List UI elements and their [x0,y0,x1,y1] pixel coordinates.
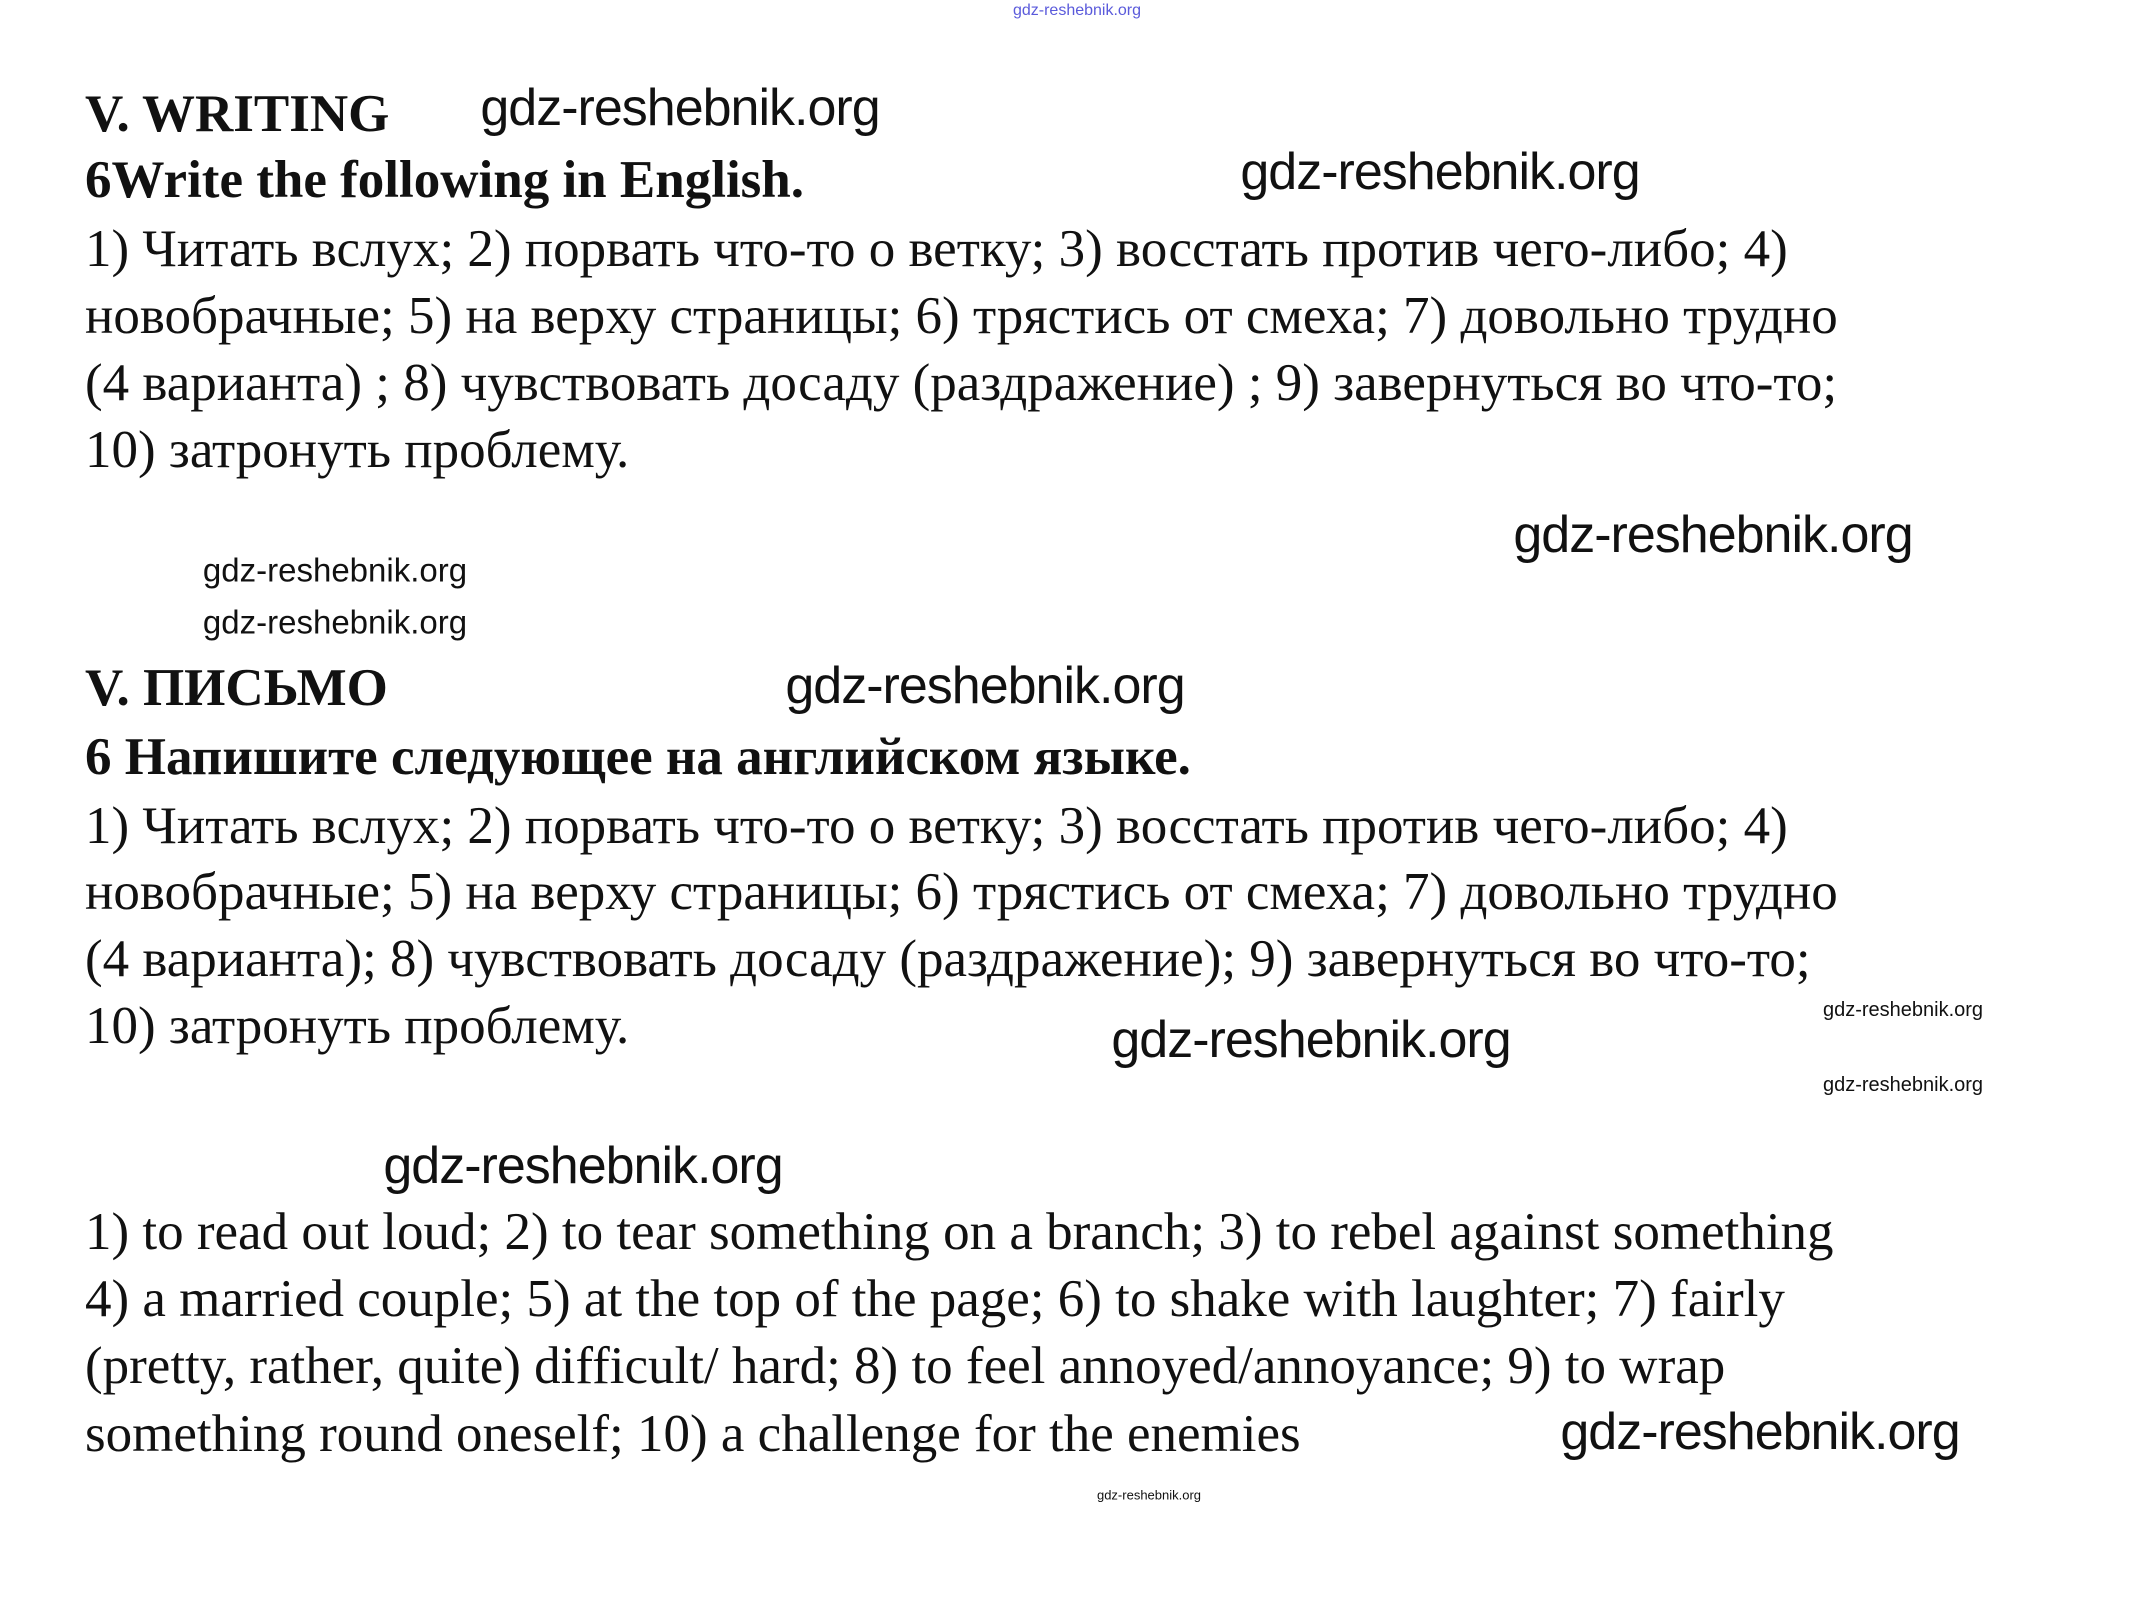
task-title-russian: 6 Напишите следующее на английском языке. [85,728,1191,786]
watermark: gdz-reshebnik.org [1240,143,1640,201]
section-heading-pismo: V. ПИСЬМО [85,659,388,717]
task-line: 10) затронуть проблему. [85,421,630,479]
watermark: gdz-reshebnik.org [480,79,880,137]
task-line: (4 варианта); 8) чувствовать досаду (раздражение); 9) завернуться во что-то; [85,930,1811,988]
watermark: gdz-reshebnik.org [1560,1403,1960,1461]
task-line: новобрачные; 5) на верху страницы; 6) трястись от смеха; 7) довольно трудно [85,287,1838,345]
task-title-english: 6Write the following in English. [85,151,805,209]
task-line: (4 варианта) ; 8) чувствовать досаду (раздражение) ; 9) завернуться во что-то; [85,354,1838,412]
task-line: новобрачные; 5) на верху страницы; 6) трястись от смеха; 7) довольно трудно [85,863,1838,921]
answer-line: 1) to read out loud; 2) to tear something on a branch; 3) to rebel against something [85,1203,1834,1261]
task-line: 1) Читать вслух; 2) порвать что-то о ветку; 3) восстать против чего-либо; 4) [85,797,1788,855]
watermark: gdz-reshebnik.org [1822,1074,1984,1096]
answer-line: 4) a married couple; 5) at the top of the page; 6) to shake with laughter; 7) fairly [85,1270,1785,1328]
section-heading-writing: V. WRITING [85,85,390,143]
watermark: gdz-reshebnik.org [1513,506,1913,564]
watermark: gdz-reshebnik.org [1012,2,1142,19]
watermark: gdz-reshebnik.org [202,603,468,641]
watermark: gdz-reshebnik.org [383,1137,783,1195]
watermark: gdz-reshebnik.org [1096,1487,1202,1503]
watermark: gdz-reshebnik.org [785,657,1185,715]
answer-line: something round oneself; 10) a challenge for the enemies [85,1405,1301,1463]
task-line: 1) Читать вслух; 2) порвать что-то о ветку; 3) восстать против чего-либо; 4) [85,220,1788,278]
task-line: 10) затронуть проблему. [85,997,630,1055]
watermark: gdz-reshebnik.org [1822,999,1984,1021]
answer-line: (pretty, rather, quite) difficult/ hard; 8) to feel annoyed/annoyance; 9) to wrap [85,1337,1726,1395]
watermark: gdz-reshebnik.org [202,551,468,589]
watermark: gdz-reshebnik.org [1111,1011,1511,1069]
